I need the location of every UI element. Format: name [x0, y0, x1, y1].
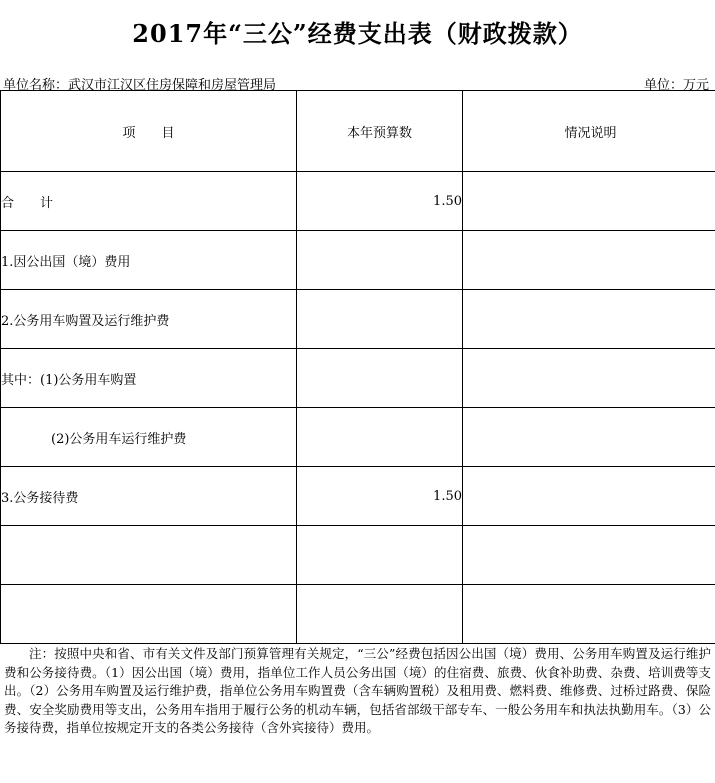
row-note — [463, 349, 715, 408]
row-budget — [297, 349, 463, 408]
row-budget — [297, 585, 463, 644]
table-header-row — [1, 91, 715, 172]
row-note — [463, 408, 715, 467]
row-budget — [297, 290, 463, 349]
unit-name: 单位名称：武汉市江汉区住房保障和房屋管理局 — [3, 78, 277, 93]
row-item: 1.因公出国（境）费用 — [1, 231, 297, 290]
row-budget — [297, 526, 463, 585]
table-row — [1, 585, 715, 644]
page-title: 2017年“三公”经费支出表（财政拨款） — [132, 19, 583, 48]
table-row — [1, 290, 715, 349]
unit-label: 单位：万元 — [643, 78, 709, 93]
row-budget: 1.50 — [297, 467, 463, 526]
row-item — [1, 585, 297, 644]
row-item — [1, 526, 297, 585]
row-budget — [297, 408, 463, 467]
expense-table — [0, 90, 715, 644]
row-note — [463, 231, 715, 290]
column-header-item: 项 目 — [1, 91, 297, 172]
table-row — [1, 467, 715, 526]
row-item: 2.公务用车购置及运行维护费 — [1, 290, 297, 349]
row-item: 3.公务接待费 — [1, 467, 297, 526]
column-header-budget: 本年预算数 — [297, 91, 463, 172]
row-note — [463, 585, 715, 644]
row-note — [463, 526, 715, 585]
table-row — [1, 349, 715, 408]
footnote: 注：按照中央和省、市有关文件及部门预算管理有关规定，“三公”经费包括因公出国（境）费用、公务用车购置及运行维护费和公务接待费。（1）因公出国（境）费用，指单位工作人员公务出国（境）的住宿费、旅费、伙食补助费、杂费、培训费等支出。（2）公务用车购置及运行维护费，指单位公务用车购置费（含车辆购置税）及租用费、燃料费、维修费、过桥过路费、保险费、安全奖励费用等支出，公务用车指用于履行公务的机动车辆，包括省部级干部专车、一般公务用车和执法执勤用车。（3）公务接待费，指单位按规定开支的各类公务接待（含外宾接待）费用。 — [4, 646, 711, 735]
row-item: 其中：(1)公务用车购置 — [1, 349, 297, 408]
row-note — [463, 467, 715, 526]
table-row — [1, 172, 715, 231]
row-item: (2)公务用车运行维护费 — [1, 408, 297, 467]
table-row — [1, 408, 715, 467]
row-item: 合 计 — [1, 172, 297, 231]
column-header-note: 情况说明 — [463, 91, 715, 172]
row-note — [463, 290, 715, 349]
row-budget: 1.50 — [297, 172, 463, 231]
table-row — [1, 231, 715, 290]
row-budget — [297, 231, 463, 290]
row-note — [463, 172, 715, 231]
table-row — [1, 526, 715, 585]
